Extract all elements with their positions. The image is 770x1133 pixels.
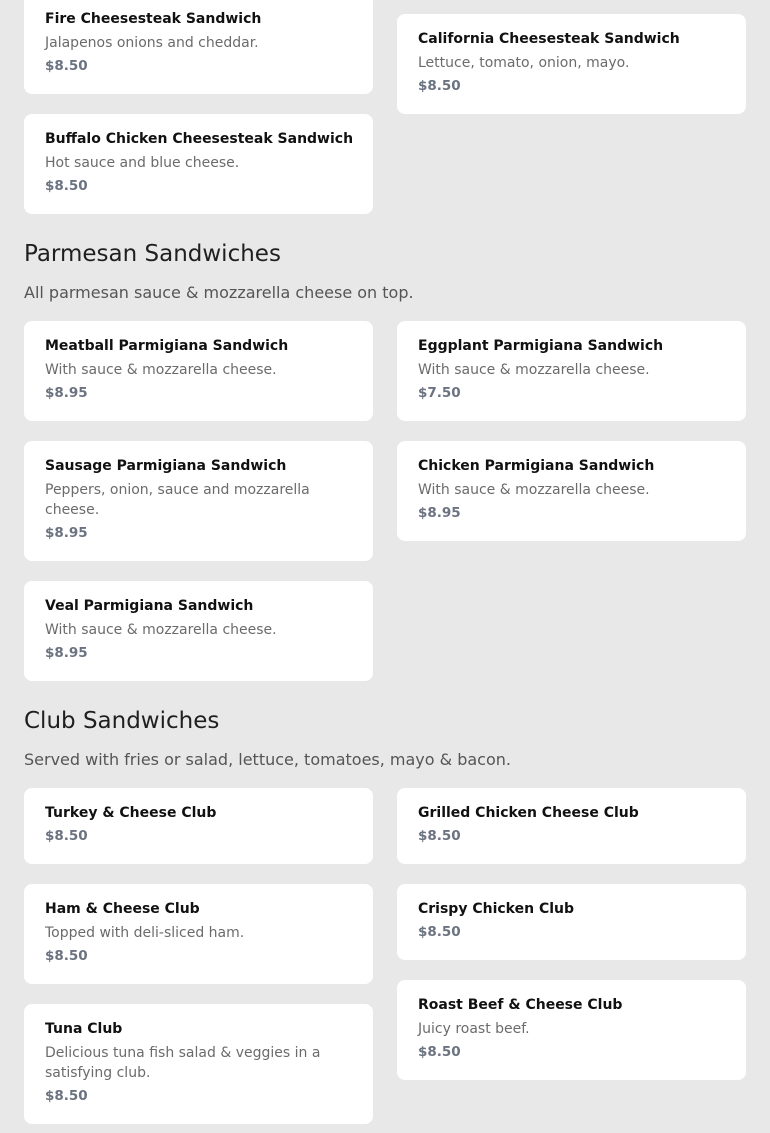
menu-item-name: Eggplant Parmigiana Sandwich — [418, 338, 664, 354]
menu-item-price: $8.50 — [418, 78, 461, 94]
menu-item-price: $8.50 — [45, 1088, 88, 1104]
menu-item-name: Grilled Chicken Cheese Club — [418, 805, 639, 821]
menu-item-name: Turkey & Cheese Club — [45, 805, 217, 821]
menu-item-description: With sauce & mozzarella cheese. — [45, 362, 277, 378]
menu-item-price: $8.95 — [45, 645, 88, 661]
section-title-club: Club Sandwiches — [24, 708, 220, 734]
section-description-parmesan: All parmesan sauce & mozzarella cheese on top. — [24, 283, 414, 302]
menu-item-card[interactable] — [24, 0, 373, 94]
menu-item-name: Ham & Cheese Club — [45, 901, 200, 917]
menu-item-card[interactable] — [24, 441, 373, 561]
menu-item-price: $8.50 — [418, 1044, 461, 1060]
menu-item-price: $8.50 — [418, 828, 461, 844]
menu-item-price: $8.95 — [418, 505, 461, 521]
menu-item-card[interactable] — [397, 788, 746, 864]
menu-item-card[interactable] — [397, 884, 746, 960]
menu-item-name: Veal Parmigiana Sandwich — [45, 598, 254, 614]
menu-item-price: $7.50 — [418, 385, 461, 401]
menu-item-price: $8.50 — [45, 828, 88, 844]
menu-item-card[interactable] — [24, 788, 373, 864]
menu-item-card[interactable] — [397, 980, 746, 1080]
menu-item-name: Sausage Parmigiana Sandwich — [45, 458, 287, 474]
menu-item-name: Crispy Chicken Club — [418, 901, 575, 917]
menu-item-card[interactable] — [24, 1004, 373, 1124]
menu-item-description: Jalapenos onions and cheddar. — [45, 35, 259, 51]
menu-item-price: $8.50 — [45, 58, 88, 74]
menu-item-card[interactable] — [24, 581, 373, 681]
menu-item-description: Topped with deli-sliced ham. — [45, 925, 245, 941]
menu-item-price: $8.50 — [45, 948, 88, 964]
menu-item-price: $8.50 — [45, 178, 88, 194]
menu-item-description: Juicy roast beef. — [418, 1021, 530, 1037]
menu-item-price: $8.95 — [45, 385, 88, 401]
menu-item-description: Hot sauce and blue cheese. — [45, 155, 240, 171]
menu-item-description: Peppers, onion, sauce and mozzarella cheese. — [45, 482, 310, 518]
menu-item-price: $8.95 — [45, 525, 88, 541]
menu-item-name: Buffalo Chicken Cheesesteak Sandwich — [45, 131, 354, 147]
menu-item-name: Tuna Club — [45, 1021, 123, 1037]
menu-item-name: Fire Cheesesteak Sandwich — [45, 11, 262, 27]
menu-item-price: $8.50 — [418, 924, 461, 940]
menu-item-card[interactable] — [24, 321, 373, 421]
section-description-club: Served with fries or salad, lettuce, tomatoes, mayo & bacon. — [24, 750, 511, 769]
menu-item-card[interactable] — [397, 441, 746, 541]
menu-item-name: California Cheesesteak Sandwich — [418, 31, 680, 47]
menu-item-description: With sauce & mozzarella cheese. — [418, 362, 650, 378]
menu-item-description: Lettuce, tomato, onion, mayo. — [418, 55, 630, 71]
menu-item-description: Delicious tuna fish salad & veggies in a satisfying club. — [45, 1045, 321, 1081]
menu-item-card[interactable] — [24, 114, 373, 214]
menu-item-name: Roast Beef & Cheese Club — [418, 997, 623, 1013]
menu-item-card[interactable] — [397, 321, 746, 421]
section-title-parmesan: Parmesan Sandwiches — [24, 241, 281, 267]
menu-item-card[interactable] — [24, 884, 373, 984]
menu-item-name: Meatball Parmigiana Sandwich — [45, 338, 289, 354]
menu-item-description: With sauce & mozzarella cheese. — [418, 482, 650, 498]
menu-item-description: With sauce & mozzarella cheese. — [45, 622, 277, 638]
menu-item-name: Chicken Parmigiana Sandwich — [418, 458, 655, 474]
menu-item-card[interactable] — [397, 14, 746, 114]
